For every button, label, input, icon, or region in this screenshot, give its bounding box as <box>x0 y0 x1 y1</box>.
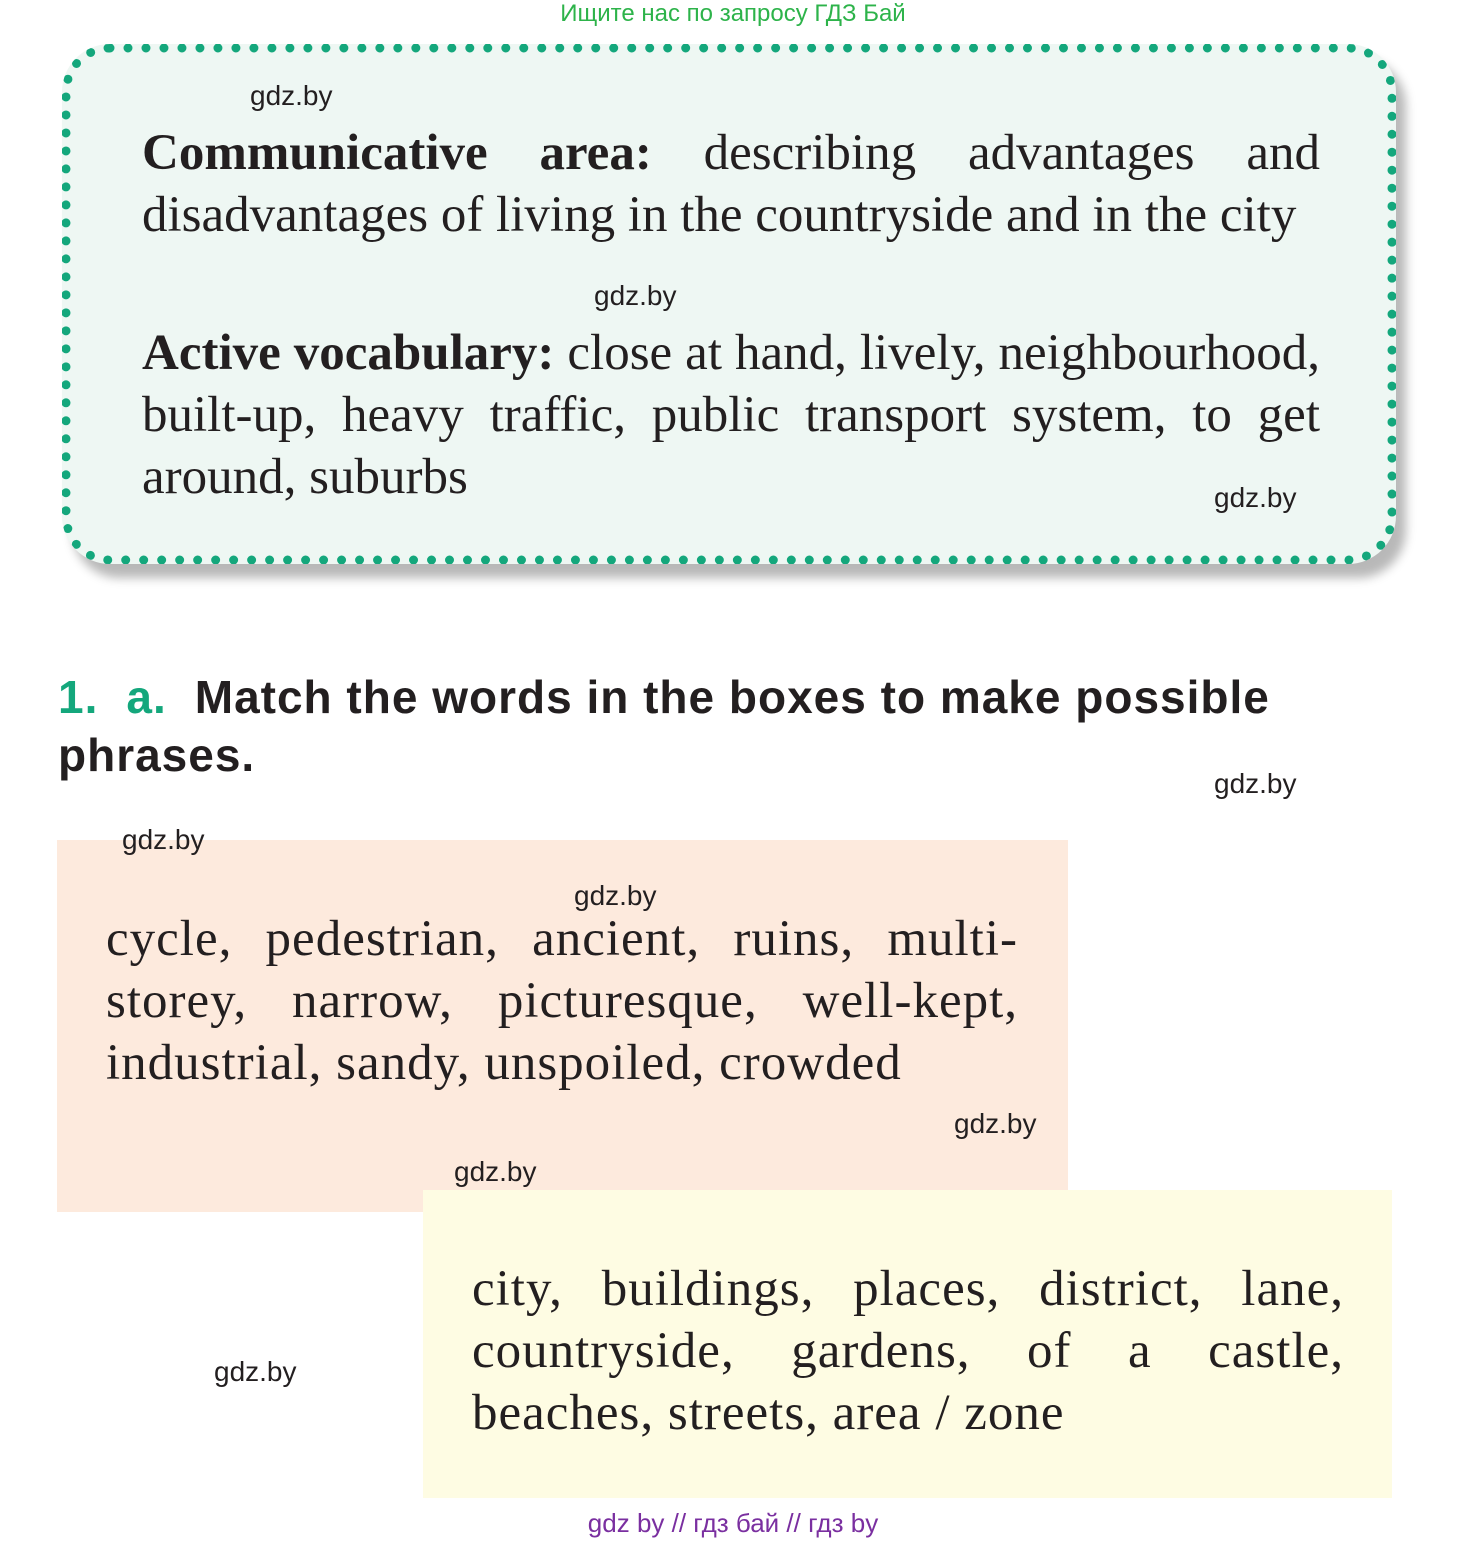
footer-note: gdz by // гдз бай // гдз by <box>587 1508 879 1538</box>
watermark: gdz.by <box>122 824 205 855</box>
active-vocabulary-text: close at hand, lively, neighbourhood, built-up, heavy traffic, public transport system, to get around, suburbs <box>142 325 1320 505</box>
watermark: gdz.by <box>250 80 333 111</box>
watermark: gdz.by <box>574 880 657 911</box>
task-number: 1. <box>58 671 99 723</box>
word-box-nouns-text: city, buildings, places, district, lane, countryside, gardens, of a castle, beaches, streets, area / zone <box>472 1261 1344 1441</box>
task-instruction: Match the words in the boxes to make possible phrases. <box>58 671 1270 781</box>
watermark: gdz.by <box>454 1156 537 1187</box>
task-letter: a. <box>126 671 167 723</box>
watermark: gdz.by <box>214 1356 297 1387</box>
communicative-area <box>142 122 1320 246</box>
header-note: Ищите нас по запросу ГДЗ Бай <box>560 0 906 27</box>
watermark: gdz.by <box>1214 768 1297 799</box>
active-vocabulary-label: Active vocabulary: <box>142 325 555 381</box>
communicative-area-label: Communicative area: <box>142 125 652 181</box>
active-vocabulary <box>142 322 1320 508</box>
watermark: gdz.by <box>594 280 677 311</box>
task-heading <box>58 668 1398 784</box>
communicative-area-text: describing advantages and disadvantages of living in the countryside and in the city <box>142 125 1320 243</box>
watermark: gdz.by <box>954 1108 1037 1139</box>
watermark: gdz.by <box>1214 482 1297 513</box>
word-box-adjectives-text: cycle, pedestrian, ancient, ruins, multi-storey, narrow, picturesque, well-kept, industrial, sandy, unspoiled, crowded <box>106 911 1018 1091</box>
